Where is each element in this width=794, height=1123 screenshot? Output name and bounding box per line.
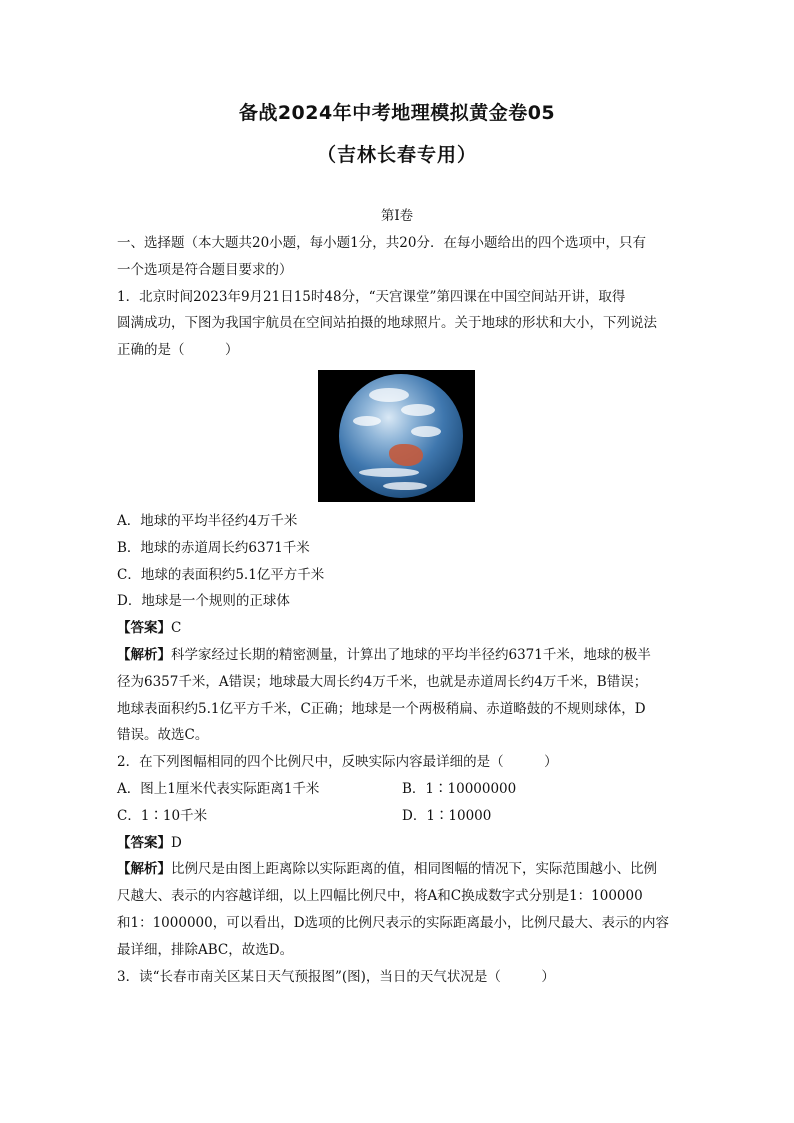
earth-photo-icon: [339, 374, 463, 498]
option-a: A．地球的平均半径约4万千米: [117, 513, 298, 529]
answer-value: C: [171, 620, 182, 637]
analysis-line: 【解析】科学家经过长期的精密测量，计算出了地球的平均半径约6371千米，地球的极半: [117, 646, 651, 663]
answer-line: [117, 830, 677, 857]
section-intro: [117, 230, 677, 364]
analysis-line: 错误。故选C。: [117, 727, 209, 744]
option-d: D．1∶10000: [402, 807, 492, 824]
analysis-line: 【解析】比例尺是由图上距离除以实际距离的值，相同图幅的情况下，实际范围越小、比例: [117, 861, 657, 878]
intro-line: 一个选项是符合题目要求的）: [117, 261, 293, 278]
analysis-label: 【解析】: [117, 646, 171, 663]
option-c: C．1∶10千米: [117, 807, 208, 824]
question-1-stem: 圆满成功，下图为我国宇航员在空间站拍摄的地球照片。关于地球的形状和大小，下列说法: [117, 315, 657, 332]
question-3-stem: 3．读“长春市南关区某日天气预报图”(图)，当日的天气状况是（ ）: [117, 968, 555, 985]
page-title: 备战2024年中考地理模拟黄金卷05: [238, 102, 556, 124]
analysis-line: 径为6357千米，A错误；地球最大周长约4万千米，也就是赤道周长约4万千米，B错误；: [117, 673, 648, 690]
option-c: C．地球的表面积约5.1亿平方千米: [117, 566, 325, 583]
intro-line: 一、选择题（本大题共20小题，每小题1分，共20分．在每小题给出的四个选项中，只有: [117, 235, 646, 251]
answer-label: 【答案】: [117, 620, 171, 637]
analysis-line: 地球表面积约5.1亿平方千米，C正确；地球是一个两极稍扁、赤道略鼓的不规则球体，D: [117, 700, 646, 717]
option-d: D．地球是一个规则的正球体: [117, 593, 290, 610]
page-subtitle: （吉林长春专用）: [316, 144, 477, 166]
options-row: [117, 776, 677, 803]
analysis-line: 尺越大、表示的内容越详细，以上四幅比例尺中，将A和C换成数字式分别是1：100000: [117, 888, 643, 905]
option-b: B．1∶10000000: [402, 780, 517, 797]
answer-value: D: [171, 834, 182, 851]
answer-label: 【答案】: [117, 834, 171, 851]
analysis-line: 最详细，排除ABC，故选D。: [117, 941, 294, 958]
volume-heading: 第Ⅰ卷: [380, 208, 414, 224]
option-b: B．地球的赤道周长约6371千米: [117, 539, 310, 556]
analysis-line: 和1：1000000，可以看出，D选项的比例尺表示的实际距离最小，比例尺最大、表示的内容: [117, 914, 670, 931]
earth-photo: [318, 370, 475, 502]
question-1-stem: 正确的是（ ）: [117, 342, 239, 359]
question-1-body: [117, 508, 677, 990]
options-row: [117, 803, 677, 830]
question-1-stem: 1．北京时间2023年9月21日15时48分，“天宫课堂”第四课在中国空间站开讲，取得: [117, 288, 626, 305]
question-2-stem: 2．在下列图幅相同的四个比例尺中，反映实际内容最详细的是（ ）: [117, 754, 558, 771]
answer-line: [117, 615, 677, 642]
analysis-label: 【解析】: [117, 861, 171, 878]
option-a: A．图上1厘米代表实际距离1千米: [117, 780, 320, 797]
